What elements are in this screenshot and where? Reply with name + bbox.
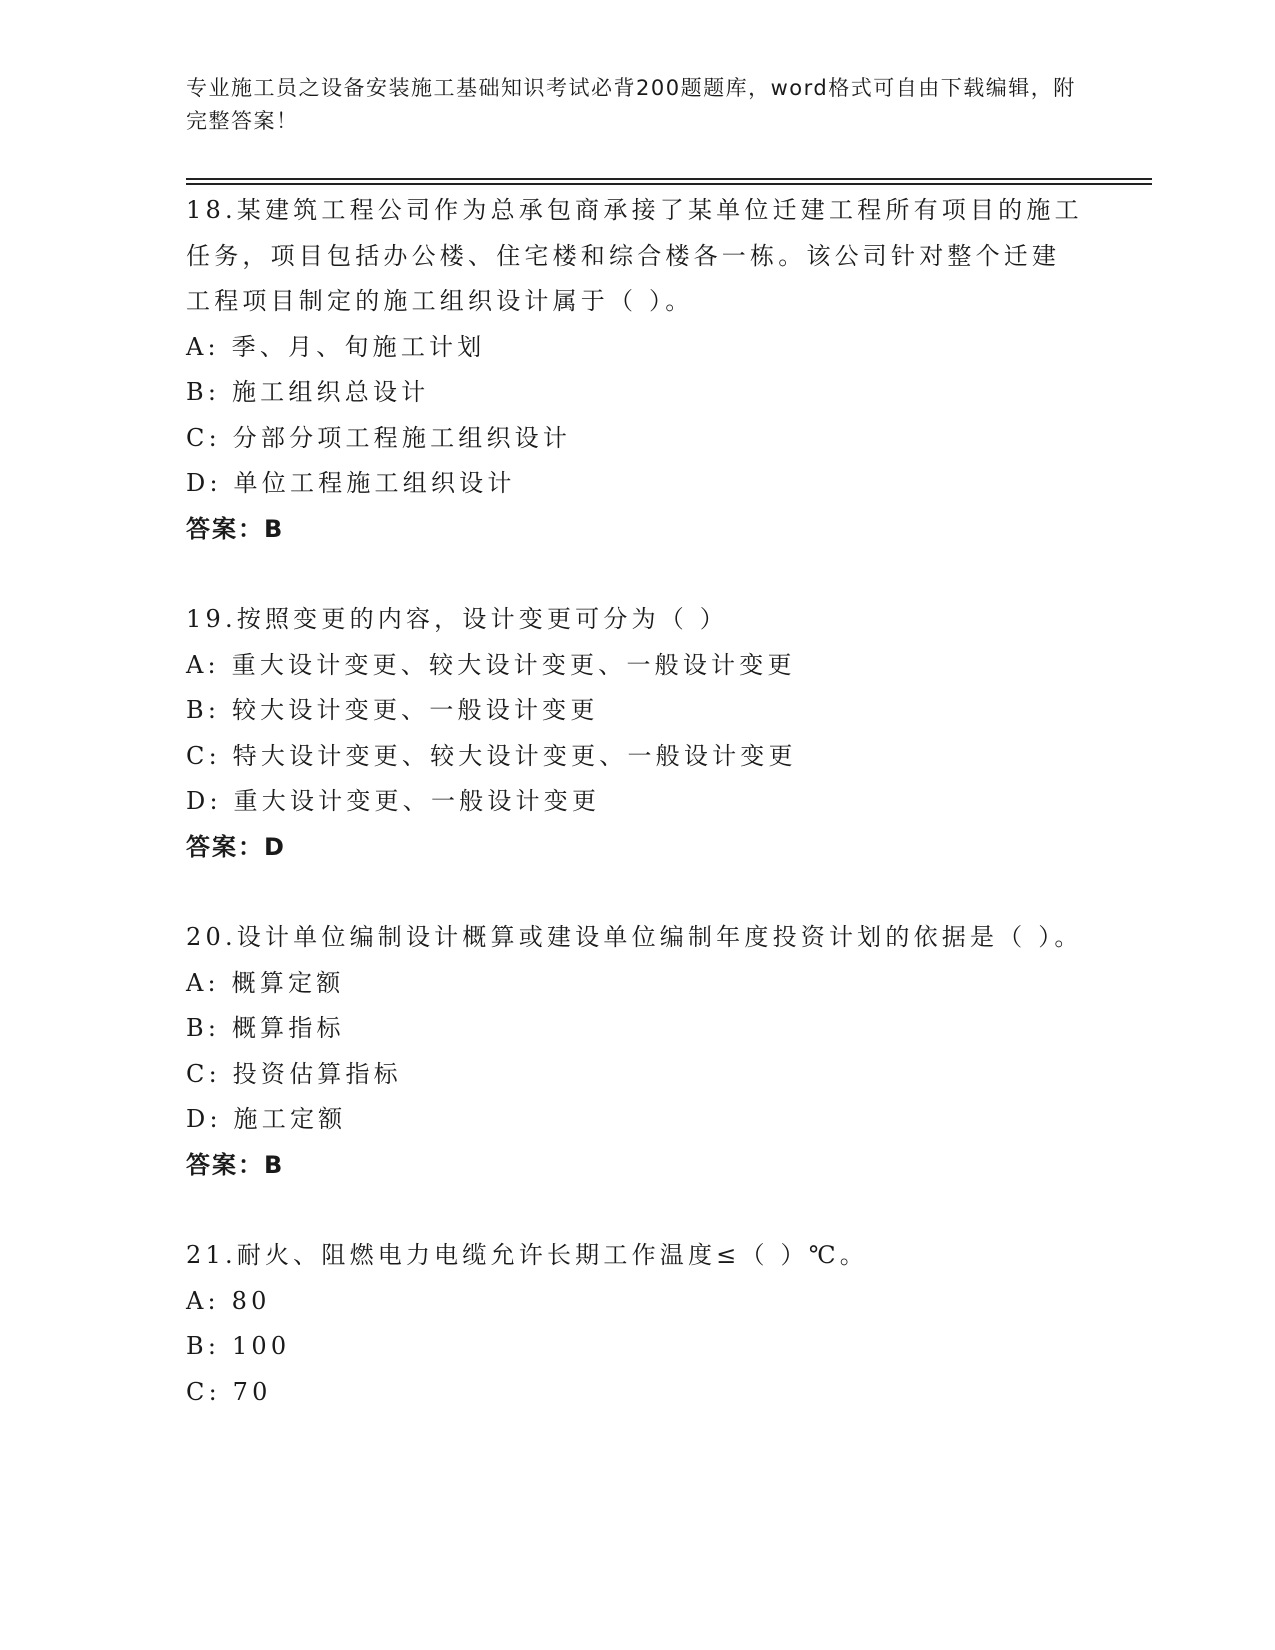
question-20: [186, 915, 1086, 1188]
question-stem: 19.按照变更的内容，设计变更可分为（ ）: [186, 605, 728, 633]
option-c: C: 投资估算指标: [186, 1059, 402, 1088]
question-21: [186, 1233, 1086, 1415]
option-b: B: 施工组织总设计: [186, 378, 430, 406]
option-a: A: 季、月、旬施工计划: [186, 332, 486, 361]
question-list: [186, 188, 1086, 1460]
question-stem: 20.设计单位编制设计概算或建设单位编制年度投资计划的依据是（ ）。: [186, 923, 1083, 951]
header-divider-bottom: [186, 183, 1152, 185]
answer-line: 答案：B: [186, 514, 285, 543]
option-a: A: 概算定额: [186, 968, 345, 997]
option-d: D: 施工定额: [186, 1105, 347, 1133]
option-c: C: 分部分项工程施工组织设计: [186, 423, 572, 452]
option-d: D: 单位工程施工组织设计: [186, 469, 516, 497]
question-18: [186, 188, 1086, 552]
document-header: 专业施工员之设备安装施工基础知识考试必背200题题库，word格式可自由下载编辑，附完整答案！: [186, 76, 1076, 133]
header-divider-top: [186, 178, 1152, 180]
question-19: [186, 597, 1086, 870]
option-b: B: 100: [186, 1332, 291, 1360]
option-a: A: 80: [186, 1286, 271, 1315]
answer-line: 答案：B: [186, 1150, 285, 1179]
option-a: A: 重大设计变更、较大设计变更、一般设计变更: [186, 650, 796, 679]
option-c: C: 特大设计变更、较大设计变更、一般设计变更: [186, 741, 797, 770]
option-d: D: 重大设计变更、一般设计变更: [186, 787, 601, 815]
option-b: B: 较大设计变更、一般设计变更: [186, 696, 599, 724]
answer-line: 答案：D: [186, 832, 286, 861]
question-stem: 21.耐火、阻燃电力电缆允许长期工作温度≤（ ）℃。: [186, 1241, 868, 1269]
question-stem: 18.某建筑工程公司作为总承包商承接了某单位迁建工程所有项目的施工任务，项目包括办公楼、住宅楼和综合楼各一栋。该公司针对整个迁建工程项目制定的施工组织设计属于（ ）。: [186, 196, 1083, 315]
option-c: C: 70: [186, 1377, 272, 1406]
option-b: B: 概算指标: [186, 1014, 345, 1042]
